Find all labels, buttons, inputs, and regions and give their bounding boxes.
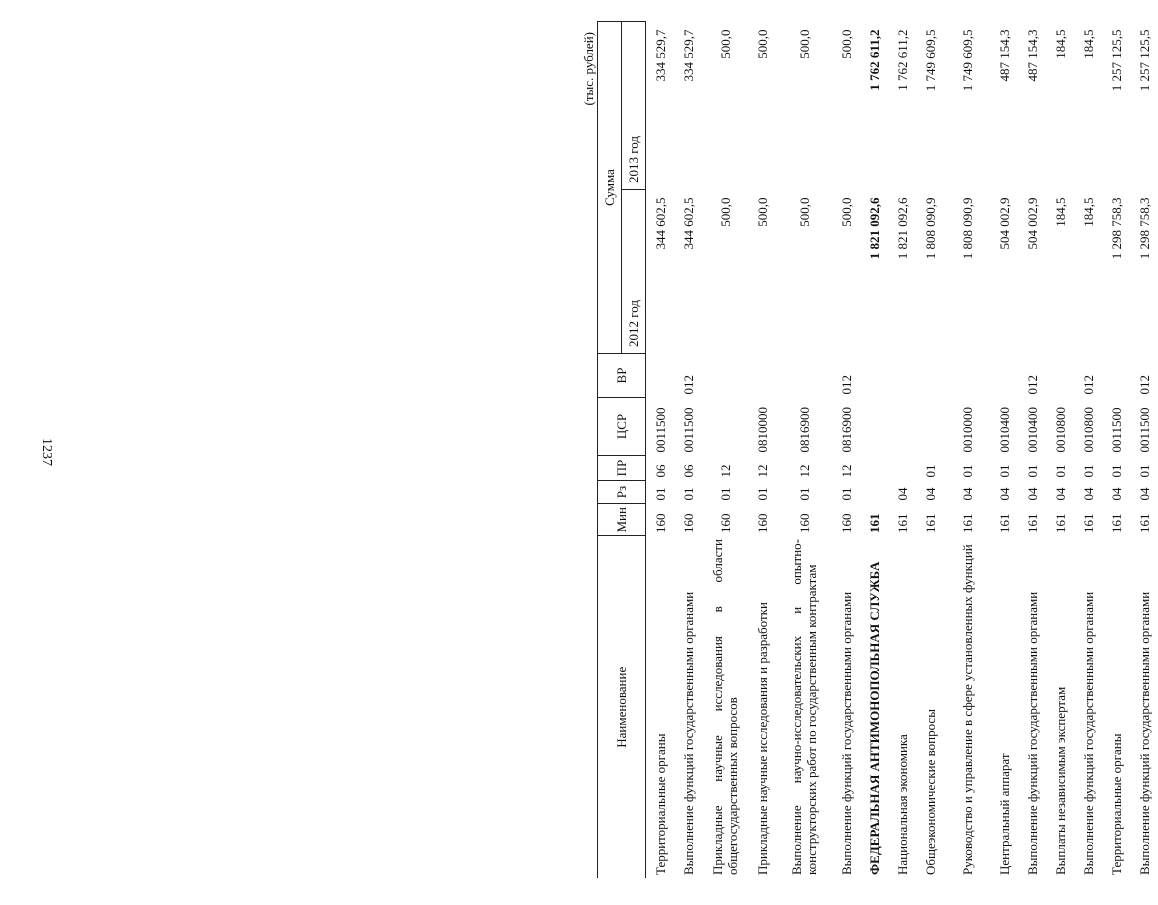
- row-sum-2013: 334 529,7: [680, 29, 696, 82]
- row-name: ФЕДЕРАЛЬНАЯ АНТИМОНОПОЛЬНАЯ СЛУЖБА: [866, 561, 882, 875]
- row-min: 160: [838, 513, 854, 533]
- row-name: Общеэкономические вопросы: [922, 709, 938, 875]
- row-min: 160: [652, 513, 668, 533]
- row-min: 161: [1108, 513, 1124, 533]
- row-name: Выполнение функций государственными органами: [1080, 591, 1096, 875]
- row-rz: 04: [922, 487, 938, 501]
- row-csr: 0011500: [652, 407, 668, 453]
- row-min: 161: [894, 513, 910, 533]
- row-sum-2013: 334 529,7: [652, 29, 668, 82]
- row-pr: [860, 456, 888, 481]
- row-min: 161: [959, 513, 975, 533]
- row-sum-2013: 500,0: [838, 29, 854, 59]
- row-min: 161: [1052, 513, 1068, 533]
- row-csr: [702, 398, 748, 456]
- row-sum-2013: 500,0: [796, 29, 812, 59]
- row-pr: 01: [1108, 464, 1124, 478]
- table-row: [646, 22, 675, 878]
- row-min: 161: [1080, 513, 1096, 533]
- table-row: [702, 22, 748, 878]
- header-min: Мин: [598, 504, 646, 536]
- row-sum-2013: 184,5: [1080, 29, 1096, 59]
- row-name: Национальная экономика: [894, 734, 910, 875]
- row-rz: 04: [1052, 487, 1068, 501]
- row-sum-2013: 1 257 125,5: [1108, 29, 1124, 92]
- row-sum-2012: 184,5: [1052, 197, 1068, 227]
- header-rz: Рз: [598, 481, 646, 504]
- table-body: [646, 22, 1158, 878]
- row-rz: 04: [1024, 487, 1040, 501]
- row-sum-2012: 1 298 758,3: [1136, 197, 1152, 260]
- row-min: 161: [922, 513, 938, 533]
- row-sum-2012: 500,0: [717, 197, 733, 227]
- row-sum-2013: 1 749 609,5: [959, 29, 975, 92]
- row-pr: 01: [1024, 464, 1040, 478]
- unit-note: (тыс. рублей): [581, 32, 596, 106]
- row-csr: 0011500: [1108, 407, 1124, 453]
- row-vr: [916, 354, 944, 398]
- row-csr: 0816900: [838, 407, 854, 453]
- row-name: Выполнение функций государственными органами: [1024, 591, 1040, 875]
- row-csr: 0010800: [1080, 407, 1096, 453]
- row-sum-2013: 500,0: [717, 29, 733, 59]
- row-vr: [776, 354, 832, 398]
- row-rz: 01: [838, 487, 854, 501]
- row-sum-2012: 504 002,9: [1024, 197, 1040, 250]
- row-vr: [1046, 354, 1074, 398]
- row-sum-2012: 1 808 090,9: [959, 197, 975, 260]
- row-sum-2013: 487 154,3: [996, 29, 1012, 82]
- row-name: Прикладные научные исследования в области общегосударственных вопросов: [710, 539, 740, 875]
- row-rz: 04: [1136, 487, 1152, 501]
- row-csr: [916, 398, 944, 456]
- row-sum-2012: 344 602,5: [652, 197, 668, 250]
- row-csr: 0010400: [1024, 407, 1040, 453]
- row-vr: 012: [1136, 375, 1152, 395]
- row-rz: 01: [652, 487, 668, 501]
- row-pr: 01: [996, 464, 1012, 478]
- table-row: [1046, 22, 1074, 878]
- row-sum-2013: 1 257 125,5: [1136, 29, 1152, 92]
- row-sum-2012: 184,5: [1080, 197, 1096, 227]
- row-vr: [1102, 354, 1130, 398]
- row-rz: 04: [996, 487, 1012, 501]
- table-row: [1130, 22, 1158, 878]
- row-rz: 04: [959, 487, 975, 501]
- row-sum-2012: 500,0: [754, 197, 770, 227]
- header-sum: Сумма: [598, 22, 622, 354]
- row-rz: 01: [717, 487, 733, 501]
- row-vr: 012: [838, 375, 854, 395]
- row-pr: 12: [796, 464, 812, 478]
- row-rz: 01: [754, 487, 770, 501]
- row-pr: 01: [1136, 464, 1152, 478]
- row-min: 160: [754, 513, 770, 533]
- row-vr: [990, 354, 1018, 398]
- row-rz: 04: [1080, 487, 1096, 501]
- row-rz: 01: [680, 487, 696, 501]
- row-name: Центральный аппарат: [996, 753, 1012, 875]
- row-sum-2013: 500,0: [754, 29, 770, 59]
- row-rz: 01: [796, 487, 812, 501]
- table-row: [888, 22, 916, 878]
- row-name: Выплаты независимым экспертам: [1052, 686, 1068, 875]
- row-vr: [702, 354, 748, 398]
- row-sum-2012: 500,0: [838, 197, 854, 227]
- row-sum-2013: 1 762 611,2: [866, 29, 882, 91]
- row-sum-2012: 1 808 090,9: [922, 197, 938, 260]
- row-vr: [748, 354, 776, 398]
- row-csr: 0011500: [1136, 407, 1152, 453]
- table-row: [1102, 22, 1130, 878]
- header-name: Наименование: [598, 536, 646, 878]
- row-vr: [888, 354, 916, 398]
- row-pr: 12: [754, 464, 770, 478]
- row-csr: 0010000: [959, 407, 975, 453]
- row-name: Прикладные научные исследования и разработки: [754, 602, 770, 875]
- row-sum-2012: 504 002,9: [996, 197, 1012, 250]
- table-row: [832, 22, 860, 878]
- row-vr: 012: [1024, 375, 1040, 395]
- rotated-page-content: [581, 18, 1152, 878]
- row-pr: 12: [838, 464, 854, 478]
- row-name: Территориальные органы: [652, 733, 668, 875]
- table-row: [944, 22, 990, 878]
- row-sum-2013: 1 749 609,5: [922, 29, 938, 92]
- row-pr: 01: [959, 464, 975, 478]
- row-csr: 0011500: [680, 407, 696, 453]
- row-name: Выполнение научно-исследовательских и опытно-конструкторских работ по государственным контрактам: [789, 539, 819, 875]
- row-csr: 0010400: [996, 407, 1012, 453]
- header-pr: ПР: [598, 456, 646, 481]
- row-rz: 04: [1108, 487, 1124, 501]
- row-pr: 01: [1080, 464, 1096, 478]
- table-row: [1074, 22, 1102, 878]
- table-row: [674, 22, 702, 878]
- row-pr: [888, 456, 916, 481]
- row-sum-2013: 1 762 611,2: [894, 29, 910, 91]
- row-name: Территориальные органы: [1108, 733, 1124, 875]
- header-vr: ВР: [598, 354, 646, 398]
- row-sum-2012: 500,0: [796, 197, 812, 227]
- row-min: 161: [996, 513, 1012, 533]
- row-sum-2013: 487 154,3: [1024, 29, 1040, 82]
- row-min: 160: [796, 513, 812, 533]
- header-csr: ЦСР: [598, 398, 646, 456]
- row-pr: 01: [1052, 464, 1068, 478]
- table-row: [990, 22, 1018, 878]
- row-vr: [944, 354, 990, 398]
- row-rz: 04: [894, 487, 910, 501]
- row-csr: [888, 398, 916, 456]
- row-csr: 0810000: [754, 407, 770, 453]
- row-sum-2012: 1 821 092,6: [866, 197, 882, 260]
- row-min: 160: [680, 513, 696, 533]
- table-row: [916, 22, 944, 878]
- header-2012: 2012 год: [622, 190, 646, 354]
- row-csr: 0010800: [1052, 407, 1068, 453]
- row-pr: 06: [680, 464, 696, 478]
- row-min: 161: [1024, 513, 1040, 533]
- page-number: 1237: [39, 438, 54, 466]
- table-row: [776, 22, 832, 878]
- table-row: [1018, 22, 1046, 878]
- table-row: [748, 22, 776, 878]
- row-sum-2012: 1 821 092,6: [894, 197, 910, 260]
- row-pr: 01: [922, 464, 938, 478]
- budget-table: [597, 21, 1158, 878]
- row-min: 160: [717, 513, 733, 533]
- row-vr: [860, 354, 888, 398]
- row-vr: 012: [1080, 375, 1096, 395]
- row-vr: [646, 354, 675, 398]
- row-csr: [860, 398, 888, 456]
- row-name: Руководство и управление в сфере установленных функций: [959, 544, 975, 875]
- row-csr: 0816900: [796, 407, 812, 453]
- table-row: [860, 22, 888, 878]
- row-pr: 12: [717, 464, 733, 478]
- row-min: 161: [1136, 513, 1152, 533]
- row-rz: [860, 481, 888, 504]
- row-sum-2012: 344 602,5: [680, 197, 696, 250]
- row-name: Выполнение функций государственными органами: [680, 591, 696, 875]
- row-name: Выполнение функций государственными органами: [1136, 591, 1152, 875]
- row-sum-2013: 184,5: [1052, 29, 1068, 59]
- row-pr: 06: [652, 464, 668, 478]
- row-name: Выполнение функций государственными органами: [838, 591, 854, 875]
- row-min: 161: [866, 513, 882, 533]
- row-sum-2012: 1 298 758,3: [1108, 197, 1124, 260]
- row-vr: 012: [680, 375, 696, 395]
- header-2013: 2013 год: [622, 22, 646, 190]
